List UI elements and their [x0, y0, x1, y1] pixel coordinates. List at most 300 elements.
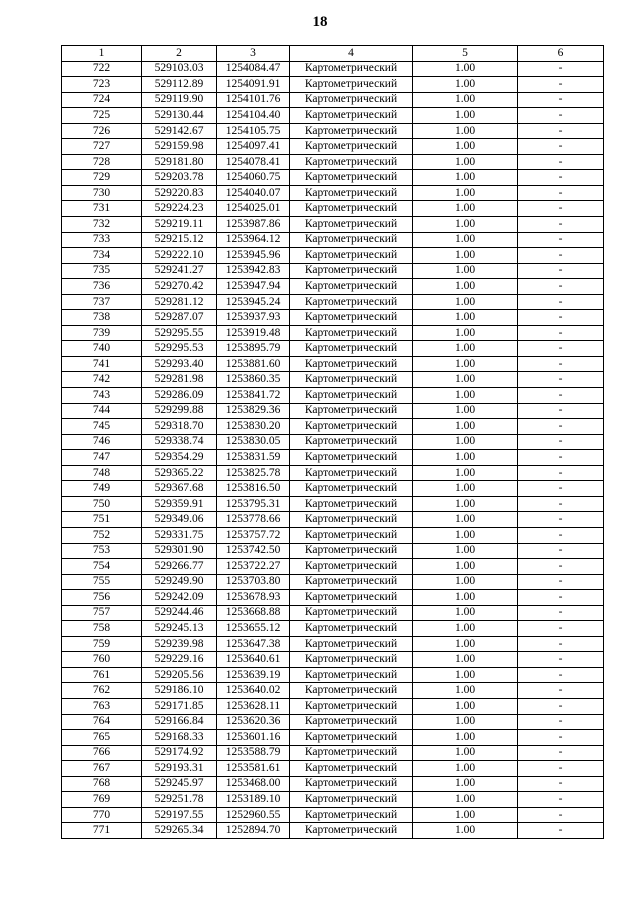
point-number-cell: 732: [62, 217, 142, 233]
point-number-cell: 759: [62, 636, 142, 652]
accuracy-cell: 1.00: [413, 294, 518, 310]
x-coordinate-cell: 529245.97: [142, 776, 217, 792]
note-cell: -: [518, 450, 604, 466]
table-row: [62, 605, 604, 621]
point-number-cell: 760: [62, 652, 142, 668]
table-row: [62, 745, 604, 761]
table-row: [62, 574, 604, 590]
accuracy-cell: 1.00: [413, 434, 518, 450]
table-row: [62, 512, 604, 528]
point-number-cell: 765: [62, 730, 142, 746]
note-cell: -: [518, 123, 604, 139]
point-number-cell: 771: [62, 823, 142, 839]
accuracy-cell: 1.00: [413, 248, 518, 264]
table-row: [62, 279, 604, 295]
method-cell: Картометрический: [290, 512, 413, 528]
accuracy-cell: 1.00: [413, 403, 518, 419]
table-row: [62, 61, 604, 77]
note-cell: -: [518, 605, 604, 621]
x-coordinate-cell: 529224.23: [142, 201, 217, 217]
y-coordinate-cell: 1253937.93: [217, 310, 290, 326]
x-coordinate-cell: 529174.92: [142, 745, 217, 761]
accuracy-cell: 1.00: [413, 527, 518, 543]
y-coordinate-cell: 1253964.12: [217, 232, 290, 248]
accuracy-cell: 1.00: [413, 559, 518, 575]
x-coordinate-cell: 529103.03: [142, 61, 217, 77]
accuracy-cell: 1.00: [413, 683, 518, 699]
point-number-cell: 722: [62, 61, 142, 77]
point-number-cell: 725: [62, 108, 142, 124]
point-number-cell: 740: [62, 341, 142, 357]
table-row: [62, 403, 604, 419]
method-cell: Картометрический: [290, 139, 413, 155]
point-number-cell: 728: [62, 154, 142, 170]
note-cell: -: [518, 139, 604, 155]
note-cell: -: [518, 77, 604, 93]
y-coordinate-cell: 1253919.48: [217, 325, 290, 341]
method-cell: Картометрический: [290, 61, 413, 77]
note-cell: -: [518, 683, 604, 699]
table-row: [62, 698, 604, 714]
y-coordinate-cell: 1253945.24: [217, 294, 290, 310]
accuracy-cell: 1.00: [413, 92, 518, 108]
note-cell: -: [518, 823, 604, 839]
table-body: [62, 61, 604, 838]
note-cell: -: [518, 388, 604, 404]
table-row: [62, 123, 604, 139]
table-row: [62, 388, 604, 404]
method-cell: Картометрический: [290, 714, 413, 730]
note-cell: -: [518, 419, 604, 435]
table-row: [62, 652, 604, 668]
method-cell: Картометрический: [290, 543, 413, 559]
note-cell: -: [518, 652, 604, 668]
point-number-cell: 733: [62, 232, 142, 248]
x-coordinate-cell: 529168.33: [142, 730, 217, 746]
note-cell: -: [518, 512, 604, 528]
x-coordinate-cell: 529112.89: [142, 77, 217, 93]
accuracy-cell: 1.00: [413, 730, 518, 746]
x-coordinate-cell: 529331.75: [142, 527, 217, 543]
method-cell: Картометрический: [290, 745, 413, 761]
point-number-cell: 762: [62, 683, 142, 699]
x-coordinate-cell: 529249.90: [142, 574, 217, 590]
note-cell: -: [518, 294, 604, 310]
point-number-cell: 724: [62, 92, 142, 108]
x-coordinate-cell: 529359.91: [142, 496, 217, 512]
accuracy-cell: 1.00: [413, 761, 518, 777]
accuracy-cell: 1.00: [413, 123, 518, 139]
note-cell: -: [518, 185, 604, 201]
y-coordinate-cell: 1253830.05: [217, 434, 290, 450]
note-cell: -: [518, 698, 604, 714]
y-coordinate-cell: 1253588.79: [217, 745, 290, 761]
note-cell: -: [518, 496, 604, 512]
x-coordinate-cell: 529220.83: [142, 185, 217, 201]
accuracy-cell: 1.00: [413, 108, 518, 124]
point-number-cell: 769: [62, 792, 142, 808]
method-cell: Картометрический: [290, 761, 413, 777]
point-number-cell: 743: [62, 388, 142, 404]
point-number-cell: 767: [62, 761, 142, 777]
x-coordinate-cell: 529166.84: [142, 714, 217, 730]
accuracy-cell: 1.00: [413, 170, 518, 186]
table-row: [62, 248, 604, 264]
x-coordinate-cell: 529244.46: [142, 605, 217, 621]
point-number-cell: 731: [62, 201, 142, 217]
accuracy-cell: 1.00: [413, 61, 518, 77]
y-coordinate-cell: 1253639.19: [217, 667, 290, 683]
point-number-cell: 746: [62, 434, 142, 450]
method-cell: Картометрический: [290, 154, 413, 170]
method-cell: Картометрический: [290, 201, 413, 217]
note-cell: -: [518, 201, 604, 217]
note-cell: -: [518, 325, 604, 341]
table-row: [62, 356, 604, 372]
x-coordinate-cell: 529338.74: [142, 434, 217, 450]
table-row: [62, 636, 604, 652]
y-coordinate-cell: 1253816.50: [217, 481, 290, 497]
y-coordinate-cell: 1253757.72: [217, 527, 290, 543]
y-coordinate-cell: 1253942.83: [217, 263, 290, 279]
table-row: [62, 232, 604, 248]
table-row: [62, 325, 604, 341]
y-coordinate-cell: 1254105.75: [217, 123, 290, 139]
method-cell: Картометрический: [290, 590, 413, 606]
x-coordinate-cell: 529245.13: [142, 621, 217, 637]
point-number-cell: 747: [62, 450, 142, 466]
x-coordinate-cell: 529287.07: [142, 310, 217, 326]
x-coordinate-cell: 529186.10: [142, 683, 217, 699]
method-cell: Картометрический: [290, 263, 413, 279]
table-row: [62, 434, 604, 450]
note-cell: -: [518, 776, 604, 792]
table-row: [62, 590, 604, 606]
x-coordinate-cell: 529266.77: [142, 559, 217, 575]
table-row: [62, 154, 604, 170]
table-row: [62, 481, 604, 497]
table-row: [62, 170, 604, 186]
x-coordinate-cell: 529281.98: [142, 372, 217, 388]
note-cell: -: [518, 108, 604, 124]
table-row: [62, 341, 604, 357]
x-coordinate-cell: 529293.40: [142, 356, 217, 372]
y-coordinate-cell: 1253703.80: [217, 574, 290, 590]
method-cell: Картометрический: [290, 279, 413, 295]
note-cell: -: [518, 170, 604, 186]
method-cell: Картометрический: [290, 434, 413, 450]
note-cell: -: [518, 248, 604, 264]
x-coordinate-cell: 529318.70: [142, 419, 217, 435]
x-coordinate-cell: 529222.10: [142, 248, 217, 264]
method-cell: Картометрический: [290, 294, 413, 310]
note-cell: -: [518, 61, 604, 77]
table-row: [62, 139, 604, 155]
y-coordinate-cell: 1253581.61: [217, 761, 290, 777]
y-coordinate-cell: 1253841.72: [217, 388, 290, 404]
method-cell: Картометрический: [290, 232, 413, 248]
method-cell: Картометрический: [290, 217, 413, 233]
x-coordinate-cell: 529295.55: [142, 325, 217, 341]
x-coordinate-cell: 529270.42: [142, 279, 217, 295]
table-row: [62, 185, 604, 201]
column-header: 2: [142, 46, 217, 62]
table-row: [62, 217, 604, 233]
accuracy-cell: 1.00: [413, 807, 518, 823]
method-cell: Картометрический: [290, 636, 413, 652]
method-cell: Картометрический: [290, 108, 413, 124]
table-row: [62, 621, 604, 637]
accuracy-cell: 1.00: [413, 325, 518, 341]
accuracy-cell: 1.00: [413, 77, 518, 93]
accuracy-cell: 1.00: [413, 232, 518, 248]
method-cell: Картометрический: [290, 481, 413, 497]
point-number-cell: 755: [62, 574, 142, 590]
x-coordinate-cell: 529197.55: [142, 807, 217, 823]
point-number-cell: 748: [62, 465, 142, 481]
note-cell: -: [518, 279, 604, 295]
note-cell: -: [518, 636, 604, 652]
note-cell: -: [518, 403, 604, 419]
point-number-cell: 738: [62, 310, 142, 326]
y-coordinate-cell: 1253945.96: [217, 248, 290, 264]
x-coordinate-cell: 529205.56: [142, 667, 217, 683]
x-coordinate-cell: 529142.67: [142, 123, 217, 139]
accuracy-cell: 1.00: [413, 605, 518, 621]
x-coordinate-cell: 529295.53: [142, 341, 217, 357]
table-row: [62, 92, 604, 108]
note-cell: -: [518, 372, 604, 388]
x-coordinate-cell: 529171.85: [142, 698, 217, 714]
y-coordinate-cell: 1253189.10: [217, 792, 290, 808]
accuracy-cell: 1.00: [413, 154, 518, 170]
note-cell: -: [518, 745, 604, 761]
method-cell: Картометрический: [290, 559, 413, 575]
table-row: [62, 263, 604, 279]
accuracy-cell: 1.00: [413, 372, 518, 388]
method-cell: Картометрический: [290, 388, 413, 404]
x-coordinate-cell: 529159.98: [142, 139, 217, 155]
accuracy-cell: 1.00: [413, 574, 518, 590]
note-cell: -: [518, 559, 604, 575]
x-coordinate-cell: 529349.06: [142, 512, 217, 528]
y-coordinate-cell: 1254101.76: [217, 92, 290, 108]
point-number-cell: 749: [62, 481, 142, 497]
accuracy-cell: 1.00: [413, 263, 518, 279]
y-coordinate-cell: 1253895.79: [217, 341, 290, 357]
column-header: 4: [290, 46, 413, 62]
point-number-cell: 729: [62, 170, 142, 186]
y-coordinate-cell: 1254060.75: [217, 170, 290, 186]
column-header: 3: [217, 46, 290, 62]
accuracy-cell: 1.00: [413, 341, 518, 357]
y-coordinate-cell: 1253881.60: [217, 356, 290, 372]
y-coordinate-cell: 1253947.94: [217, 279, 290, 295]
accuracy-cell: 1.00: [413, 543, 518, 559]
x-coordinate-cell: 529265.34: [142, 823, 217, 839]
x-coordinate-cell: 529130.44: [142, 108, 217, 124]
y-coordinate-cell: 1254078.41: [217, 154, 290, 170]
table-row: [62, 77, 604, 93]
y-coordinate-cell: 1253668.88: [217, 605, 290, 621]
y-coordinate-cell: 1252960.55: [217, 807, 290, 823]
accuracy-cell: 1.00: [413, 698, 518, 714]
method-cell: Картометрический: [290, 185, 413, 201]
y-coordinate-cell: 1254084.47: [217, 61, 290, 77]
method-cell: Картометрический: [290, 372, 413, 388]
note-cell: -: [518, 341, 604, 357]
y-coordinate-cell: 1252894.70: [217, 823, 290, 839]
point-number-cell: 763: [62, 698, 142, 714]
point-number-cell: 735: [62, 263, 142, 279]
column-header: 6: [518, 46, 604, 62]
note-cell: -: [518, 667, 604, 683]
accuracy-cell: 1.00: [413, 792, 518, 808]
point-number-cell: 741: [62, 356, 142, 372]
table-row: [62, 714, 604, 730]
point-number-cell: 751: [62, 512, 142, 528]
x-coordinate-cell: 529239.98: [142, 636, 217, 652]
point-number-cell: 723: [62, 77, 142, 93]
method-cell: Картометрический: [290, 527, 413, 543]
method-cell: Картометрический: [290, 325, 413, 341]
method-cell: Картометрический: [290, 574, 413, 590]
table-row: [62, 543, 604, 559]
point-number-cell: 727: [62, 139, 142, 155]
y-coordinate-cell: 1253831.59: [217, 450, 290, 466]
method-cell: Картометрический: [290, 667, 413, 683]
method-cell: Картометрический: [290, 248, 413, 264]
note-cell: -: [518, 434, 604, 450]
accuracy-cell: 1.00: [413, 823, 518, 839]
method-cell: Картометрический: [290, 652, 413, 668]
point-number-cell: 734: [62, 248, 142, 264]
accuracy-cell: 1.00: [413, 201, 518, 217]
method-cell: Картометрический: [290, 776, 413, 792]
method-cell: Картометрический: [290, 341, 413, 357]
x-coordinate-cell: 529367.68: [142, 481, 217, 497]
method-cell: Картометрический: [290, 605, 413, 621]
accuracy-cell: 1.00: [413, 465, 518, 481]
point-number-cell: 752: [62, 527, 142, 543]
x-coordinate-cell: 529354.29: [142, 450, 217, 466]
accuracy-cell: 1.00: [413, 419, 518, 435]
note-cell: -: [518, 761, 604, 777]
method-cell: Картометрический: [290, 419, 413, 435]
note-cell: -: [518, 232, 604, 248]
point-number-cell: 761: [62, 667, 142, 683]
note-cell: -: [518, 792, 604, 808]
x-coordinate-cell: 529193.31: [142, 761, 217, 777]
table-row: [62, 730, 604, 746]
accuracy-cell: 1.00: [413, 279, 518, 295]
table-row: [62, 294, 604, 310]
method-cell: Картометрический: [290, 92, 413, 108]
y-coordinate-cell: 1254025.01: [217, 201, 290, 217]
method-cell: Картометрический: [290, 823, 413, 839]
y-coordinate-cell: 1253987.86: [217, 217, 290, 233]
note-cell: -: [518, 92, 604, 108]
accuracy-cell: 1.00: [413, 450, 518, 466]
point-number-cell: 770: [62, 807, 142, 823]
y-coordinate-cell: 1253829.36: [217, 403, 290, 419]
point-number-cell: 766: [62, 745, 142, 761]
y-coordinate-cell: 1253468.00: [217, 776, 290, 792]
x-coordinate-cell: 529251.78: [142, 792, 217, 808]
note-cell: -: [518, 481, 604, 497]
table-row: [62, 201, 604, 217]
x-coordinate-cell: 529299.88: [142, 403, 217, 419]
note-cell: -: [518, 217, 604, 233]
table-row: [62, 807, 604, 823]
note-cell: -: [518, 574, 604, 590]
accuracy-cell: 1.00: [413, 356, 518, 372]
x-coordinate-cell: 529365.22: [142, 465, 217, 481]
y-coordinate-cell: 1253640.61: [217, 652, 290, 668]
note-cell: -: [518, 621, 604, 637]
note-cell: -: [518, 356, 604, 372]
y-coordinate-cell: 1253778.66: [217, 512, 290, 528]
y-coordinate-cell: 1253742.50: [217, 543, 290, 559]
table-row: [62, 761, 604, 777]
point-number-cell: 758: [62, 621, 142, 637]
y-coordinate-cell: 1253795.31: [217, 496, 290, 512]
table-header-row: [62, 46, 604, 62]
x-coordinate-cell: 529242.09: [142, 590, 217, 606]
table-row: [62, 527, 604, 543]
method-cell: Картометрический: [290, 123, 413, 139]
table-row: [62, 792, 604, 808]
x-coordinate-cell: 529215.12: [142, 232, 217, 248]
x-coordinate-cell: 529281.12: [142, 294, 217, 310]
point-number-cell: 745: [62, 419, 142, 435]
y-coordinate-cell: 1254040.07: [217, 185, 290, 201]
note-cell: -: [518, 807, 604, 823]
table-row: [62, 683, 604, 699]
method-cell: Картометрический: [290, 310, 413, 326]
y-coordinate-cell: 1253628.11: [217, 698, 290, 714]
table-row: [62, 667, 604, 683]
table-row: [62, 559, 604, 575]
column-header: 1: [62, 46, 142, 62]
y-coordinate-cell: 1254097.41: [217, 139, 290, 155]
point-number-cell: 756: [62, 590, 142, 606]
note-cell: -: [518, 527, 604, 543]
accuracy-cell: 1.00: [413, 217, 518, 233]
x-coordinate-cell: 529286.09: [142, 388, 217, 404]
y-coordinate-cell: 1253655.12: [217, 621, 290, 637]
y-coordinate-cell: 1253825.78: [217, 465, 290, 481]
method-cell: Картометрический: [290, 170, 413, 186]
point-number-cell: 739: [62, 325, 142, 341]
table-row: [62, 372, 604, 388]
table-row: [62, 496, 604, 512]
y-coordinate-cell: 1254104.40: [217, 108, 290, 124]
accuracy-cell: 1.00: [413, 636, 518, 652]
x-coordinate-cell: 529219.11: [142, 217, 217, 233]
method-cell: Картометрический: [290, 465, 413, 481]
accuracy-cell: 1.00: [413, 652, 518, 668]
point-number-cell: 736: [62, 279, 142, 295]
x-coordinate-cell: 529203.78: [142, 170, 217, 186]
method-cell: Картометрический: [290, 730, 413, 746]
method-cell: Картометрический: [290, 356, 413, 372]
y-coordinate-cell: 1253620.36: [217, 714, 290, 730]
accuracy-cell: 1.00: [413, 185, 518, 201]
accuracy-cell: 1.00: [413, 590, 518, 606]
accuracy-cell: 1.00: [413, 139, 518, 155]
point-number-cell: 768: [62, 776, 142, 792]
